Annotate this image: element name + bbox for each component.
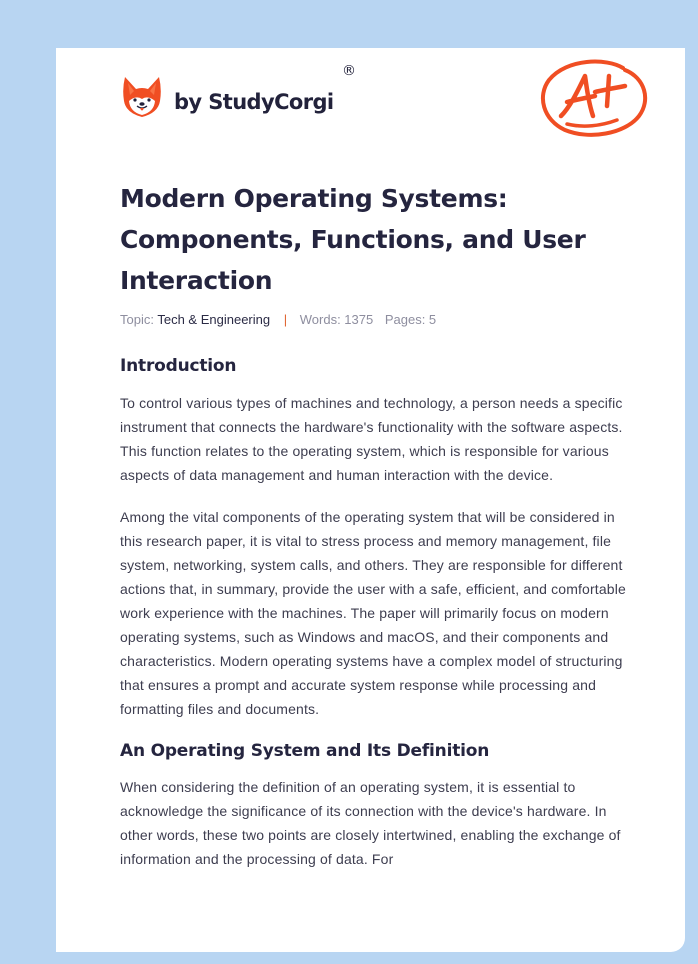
studycorgi-logo[interactable]: [122, 75, 334, 119]
article-meta: [120, 312, 436, 327]
topic-link[interactable]: Tech & Engineering: [157, 312, 271, 327]
a-plus-grade-icon: [537, 56, 649, 140]
paragraph: Among the vital components of the operating system that will be considered in this research paper, it is vital to stress process and memory management, file system, networking, system calls, and others. They are responsible for different actions that, in summary, provide the user with a safe, efficient, and comfortable work experience with the machines. The paper will primarily focus on modern operating systems, such as Windows and macOS, and their components and characteristics. Modern operating systems have a complex model of structuring that ensures a prompt and accurate system response while processing and formatting files and documents.: [120, 509, 626, 717]
paragraph: When considering the definition of an operating system, it is essential to acknowledge the significance of its connection with the device's hardware. In other words, these two points are closely intertwined, enabling the exchange of information and the processing of data. For: [120, 779, 621, 867]
section-heading-definition: An Operating System and Its Definition: [120, 741, 490, 761]
page-title: Modern Operating Systems: Components, Functions, and User Interaction: [120, 184, 586, 295]
meta-separator: |: [283, 312, 288, 327]
document-card: [56, 48, 685, 952]
topic-label: Topic:: [120, 312, 154, 327]
brand-name: by StudyCorgi: [174, 90, 334, 114]
corgi-icon: [122, 75, 162, 119]
paragraph: To control various types of machines and technology, a person needs a specific instrument that connects the hardware's functionality with the software aspects. This function relates to the operating system, which is responsible for various aspects of data management and human interaction with the device.: [120, 395, 623, 483]
page-count: Pages: 5: [384, 312, 437, 327]
article-body: [120, 354, 634, 871]
word-count: Words: 1375: [299, 312, 374, 327]
registered-mark: ®: [342, 63, 356, 79]
section-heading-introduction: Introduction: [120, 356, 237, 376]
